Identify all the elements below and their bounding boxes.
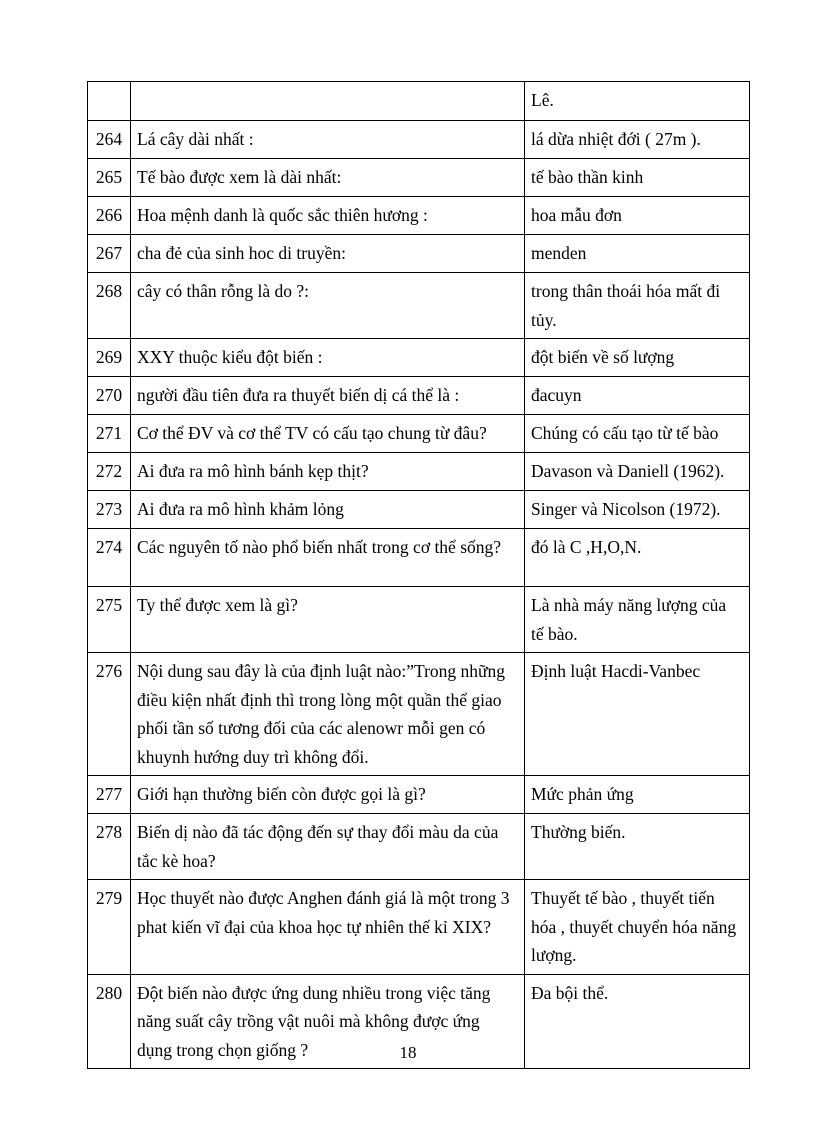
table-row xyxy=(88,814,750,880)
table-row xyxy=(88,339,750,377)
row-number: 276 xyxy=(88,653,131,776)
table-row xyxy=(88,235,750,273)
answer-cell: Chúng có cấu tạo từ tế bào xyxy=(525,415,750,453)
answer-cell: lá dừa nhiệt đới ( 27m ). xyxy=(525,121,750,159)
table-row xyxy=(88,491,750,529)
question-cell: Đột biến nào được ứng dung nhiều trong việc tăng năng suất cây trồng vật nuôi mà không được ứng dụng trong chọn giống ? xyxy=(131,974,525,1069)
answer-cell: Định luật Hacdi-Vanbec xyxy=(525,653,750,776)
question-cell: cha đẻ của sinh hoc di truyền: xyxy=(131,235,525,273)
table-row xyxy=(88,415,750,453)
table-row xyxy=(88,587,750,653)
question-cell: Hoa mệnh danh là quốc sắc thiên hương : xyxy=(131,197,525,235)
table-row xyxy=(88,82,750,121)
question-cell xyxy=(131,82,525,121)
answer-cell: Lê. xyxy=(525,82,750,121)
question-cell: Nội dung sau đây là của định luật nào:”Trong những điều kiện nhất định thì trong lòng một quần thể giao phối tần số tương đối của các alenowr mỗi gen có khuynh hướng duy trì không đổi. xyxy=(131,653,525,776)
question-cell: Học thuyết nào được Anghen đánh giá là một trong 3 phat kiến vĩ đại của khoa học tự nhiên thế kỉ XIX? xyxy=(131,880,525,975)
table-row xyxy=(88,453,750,491)
question-cell: cây có thân rỗng là do ?: xyxy=(131,273,525,339)
answer-cell: trong thân thoái hóa mất đi tủy. xyxy=(525,273,750,339)
row-number xyxy=(88,82,131,121)
answer-cell: đó là C ,H,O,N. xyxy=(525,529,750,587)
question-cell: Cơ thể ĐV và cơ thể TV có cấu tạo chung từ đâu? xyxy=(131,415,525,453)
table-row xyxy=(88,377,750,415)
question-cell: Các nguyên tố nào phổ biến nhất trong cơ thể sống? xyxy=(131,529,525,587)
row-number: 275 xyxy=(88,587,131,653)
table-row xyxy=(88,880,750,975)
row-number: 265 xyxy=(88,159,131,197)
answer-cell: Davason và Daniell (1962). xyxy=(525,453,750,491)
row-number: 278 xyxy=(88,814,131,880)
question-cell: Ai đưa ra mô hình khảm lỏng xyxy=(131,491,525,529)
answer-cell: tế bào thần kinh xyxy=(525,159,750,197)
question-cell: Ai đưa ra mô hình bánh kẹp thịt? xyxy=(131,453,525,491)
question-cell: XXY thuộc kiểu đột biến : xyxy=(131,339,525,377)
answer-cell: Đa bội thể. xyxy=(525,974,750,1069)
page-number: 18 xyxy=(399,1043,417,1062)
answer-cell: hoa mẫu đơn xyxy=(525,197,750,235)
qa-table xyxy=(87,81,750,1069)
answer-cell: Thường biến. xyxy=(525,814,750,880)
table-row xyxy=(88,197,750,235)
table-row xyxy=(88,776,750,814)
answer-cell: đột biến về số lượng xyxy=(525,339,750,377)
table-row xyxy=(88,529,750,587)
answer-cell: Mức phản ứng xyxy=(525,776,750,814)
table-row xyxy=(88,159,750,197)
row-number: 280 xyxy=(88,974,131,1069)
question-cell: Lá cây dài nhất : xyxy=(131,121,525,159)
question-cell: Tế bào được xem là dài nhất: xyxy=(131,159,525,197)
row-number: 270 xyxy=(88,377,131,415)
row-number: 271 xyxy=(88,415,131,453)
question-cell: Ty thể được xem là gì? xyxy=(131,587,525,653)
row-number: 264 xyxy=(88,121,131,159)
answer-cell: Là nhà máy năng lượng của tế bào. xyxy=(525,587,750,653)
row-number: 266 xyxy=(88,197,131,235)
answer-cell: menden xyxy=(525,235,750,273)
table-row xyxy=(88,653,750,776)
row-number: 279 xyxy=(88,880,131,975)
row-number: 274 xyxy=(88,529,131,587)
row-number: 269 xyxy=(88,339,131,377)
answer-cell: đacuyn xyxy=(525,377,750,415)
table-row xyxy=(88,121,750,159)
row-number: 273 xyxy=(88,491,131,529)
row-number: 268 xyxy=(88,273,131,339)
answer-cell: Singer và Nicolson (1972). xyxy=(525,491,750,529)
question-cell: Giới hạn thường biến còn được gọi là gì? xyxy=(131,776,525,814)
question-cell: Biến dị nào đã tác động đến sự thay đổi màu da của tắc kè hoa? xyxy=(131,814,525,880)
table-row xyxy=(88,273,750,339)
row-number: 277 xyxy=(88,776,131,814)
question-cell: người đầu tiên đưa ra thuyết biến dị cá thể là : xyxy=(131,377,525,415)
row-number: 267 xyxy=(88,235,131,273)
row-number: 272 xyxy=(88,453,131,491)
answer-cell: Thuyết tế bào , thuyết tiến hóa , thuyết chuyển hóa năng lượng. xyxy=(525,880,750,975)
